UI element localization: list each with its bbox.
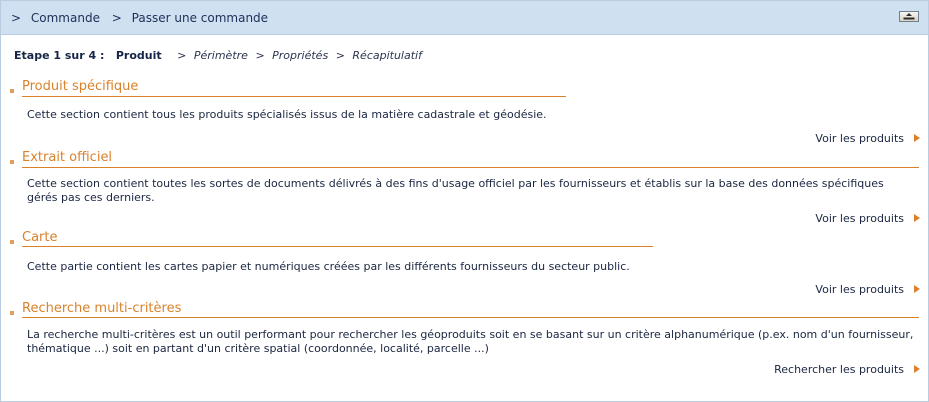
bullet-icon (10, 311, 14, 315)
step-recapitulatif: Récapitulatif (352, 49, 422, 62)
step-separator: > (255, 49, 265, 62)
step-separator: > (335, 49, 345, 62)
bullet-icon (10, 160, 14, 164)
breadcrumb-item-passer-commande: Passer une commande (131, 11, 269, 25)
section-divider (22, 167, 919, 168)
section-divider (22, 96, 566, 97)
breadcrumb-separator: > (111, 11, 122, 25)
breadcrumb (11, 11, 276, 25)
breadcrumb-item-commande[interactable]: Commande (30, 11, 100, 25)
view-products-button[interactable] (815, 283, 920, 296)
section-description: La recherche multi-critères est un outil performant pour rechercher les géoproduits soit en se basant sur un critère alphanumérique (p.ex. nom d'un fournisseur, thématique ...) soit en partant d'un critère spatial (coordonnée, localité, parcelle ...) (27, 328, 914, 355)
play-arrow-icon (914, 365, 920, 373)
section-divider (22, 317, 919, 318)
section-title: Carte (22, 230, 58, 245)
action-label: Voir les produits (815, 132, 904, 145)
step-counter: Etape 1 sur 4 : (14, 49, 105, 62)
action-label: Voir les produits (815, 283, 904, 296)
play-arrow-icon (914, 285, 920, 293)
step-current: Produit (115, 49, 162, 62)
view-products-button[interactable] (815, 212, 920, 225)
wizard-steps (14, 49, 422, 62)
step-perimetre: Périmètre (193, 49, 248, 62)
action-label: Rechercher les produits (774, 363, 904, 376)
step-separator: > (177, 49, 187, 62)
play-arrow-icon (914, 134, 920, 142)
step-proprietes: Propriétés (272, 49, 329, 62)
restore-window-icon[interactable] (899, 11, 919, 22)
breadcrumb-separator: > (11, 11, 22, 25)
section-title: Recherche multi-critères (22, 301, 182, 316)
action-label: Voir les produits (815, 212, 904, 225)
section-description: Cette section contient tous les produits spécialisés issus de la matière cadastrale et géodésie. (27, 108, 547, 121)
bullet-icon (10, 240, 14, 244)
play-arrow-icon (914, 214, 920, 222)
search-products-button[interactable] (774, 363, 920, 376)
bullet-icon (10, 89, 14, 93)
view-products-button[interactable] (815, 132, 920, 145)
section-description: Cette section contient toutes les sortes de documents délivrés à des fins d'usage officiel par les fournisseurs et établis sur la base des données spécifiques gérés pas ces derniers. (27, 177, 884, 204)
section-title: Extrait officiel (22, 150, 113, 165)
section-title: Produit spécifique (22, 79, 139, 94)
section-divider (22, 246, 653, 247)
panel-header (1, 1, 928, 35)
section-description: Cette partie contient les cartes papier et numériques créées par les différents fournisseurs du secteur public. (27, 260, 630, 273)
